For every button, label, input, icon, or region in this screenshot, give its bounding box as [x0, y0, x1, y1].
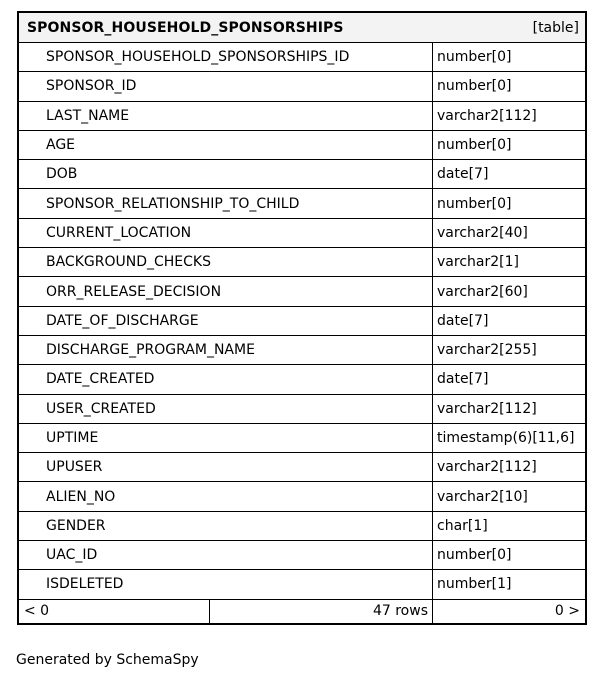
column-row[interactable] — [19, 395, 585, 424]
generated-by-label: Generated by SchemaSpy — [16, 652, 199, 668]
column-type: varchar2[255] — [437, 342, 537, 359]
column-list — [19, 43, 585, 600]
column-row[interactable] — [19, 248, 585, 277]
column-name: GENDER — [19, 512, 433, 540]
parent-count[interactable]: < 0 — [19, 600, 210, 623]
column-row[interactable] — [19, 189, 585, 218]
column-name: ALIEN_NO — [19, 482, 433, 510]
column-name: LAST_NAME — [19, 102, 433, 130]
column-row[interactable] — [19, 512, 585, 541]
column-type: number[0] — [437, 78, 512, 95]
column-row[interactable] — [19, 541, 585, 570]
column-name: DATE_CREATED — [19, 365, 433, 393]
column-row[interactable] — [19, 336, 585, 365]
column-row[interactable] — [19, 160, 585, 189]
column-row[interactable] — [19, 72, 585, 101]
column-name: AGE — [19, 131, 433, 159]
table-node[interactable] — [17, 11, 587, 625]
column-name: SPONSOR_RELATIONSHIP_TO_CHILD — [19, 189, 433, 217]
table-header — [19, 13, 585, 43]
column-name: SPONSOR_HOUSEHOLD_SPONSORSHIPS_ID — [19, 43, 433, 71]
column-type: varchar2[60] — [437, 283, 528, 300]
column-row[interactable] — [19, 424, 585, 453]
row-count: 47 rows — [210, 600, 433, 623]
column-type: number[1] — [437, 576, 512, 593]
column-type: varchar2[10] — [437, 488, 528, 505]
column-row[interactable] — [19, 307, 585, 336]
column-name: UPTIME — [19, 424, 433, 452]
column-name: DATE_OF_DISCHARGE — [19, 307, 433, 335]
column-name: BACKGROUND_CHECKS — [19, 248, 433, 276]
column-type: date[7] — [437, 312, 489, 329]
column-type: varchar2[1] — [437, 254, 519, 271]
column-name: DISCHARGE_PROGRAM_NAME — [19, 336, 433, 364]
column-row[interactable] — [19, 131, 585, 160]
column-row[interactable] — [19, 482, 585, 511]
column-row[interactable] — [19, 43, 585, 72]
column-type: date[7] — [437, 166, 489, 183]
column-type: varchar2[112] — [437, 400, 537, 417]
column-type: varchar2[40] — [437, 224, 528, 241]
column-type: char[1] — [437, 517, 488, 534]
column-row[interactable] — [19, 219, 585, 248]
column-type: number[0] — [437, 195, 512, 212]
column-name: USER_CREATED — [19, 395, 433, 423]
column-name: SPONSOR_ID — [19, 72, 433, 100]
column-name: UAC_ID — [19, 541, 433, 569]
column-row[interactable] — [19, 102, 585, 131]
table-footer — [19, 600, 585, 623]
table-name: SPONSOR_HOUSEHOLD_SPONSORSHIPS — [27, 19, 344, 36]
column-type: number[0] — [437, 547, 512, 564]
column-row[interactable] — [19, 570, 585, 599]
column-name: CURRENT_LOCATION — [19, 219, 433, 247]
column-row[interactable] — [19, 453, 585, 482]
column-name: DOB — [19, 160, 433, 188]
column-name: UPUSER — [19, 453, 433, 481]
column-name: ORR_RELEASE_DECISION — [19, 277, 433, 305]
column-type: varchar2[112] — [437, 459, 537, 476]
column-row[interactable] — [19, 277, 585, 306]
column-type: number[0] — [437, 137, 512, 154]
column-type: date[7] — [437, 371, 489, 388]
child-count[interactable]: 0 > — [554, 603, 580, 620]
column-name: ISDELETED — [19, 570, 433, 598]
table-kind: [table] — [532, 19, 579, 36]
column-type: timestamp(6)[11,6] — [437, 430, 575, 446]
column-type: number[0] — [437, 49, 512, 66]
column-type: varchar2[112] — [437, 107, 537, 124]
column-row[interactable] — [19, 365, 585, 394]
